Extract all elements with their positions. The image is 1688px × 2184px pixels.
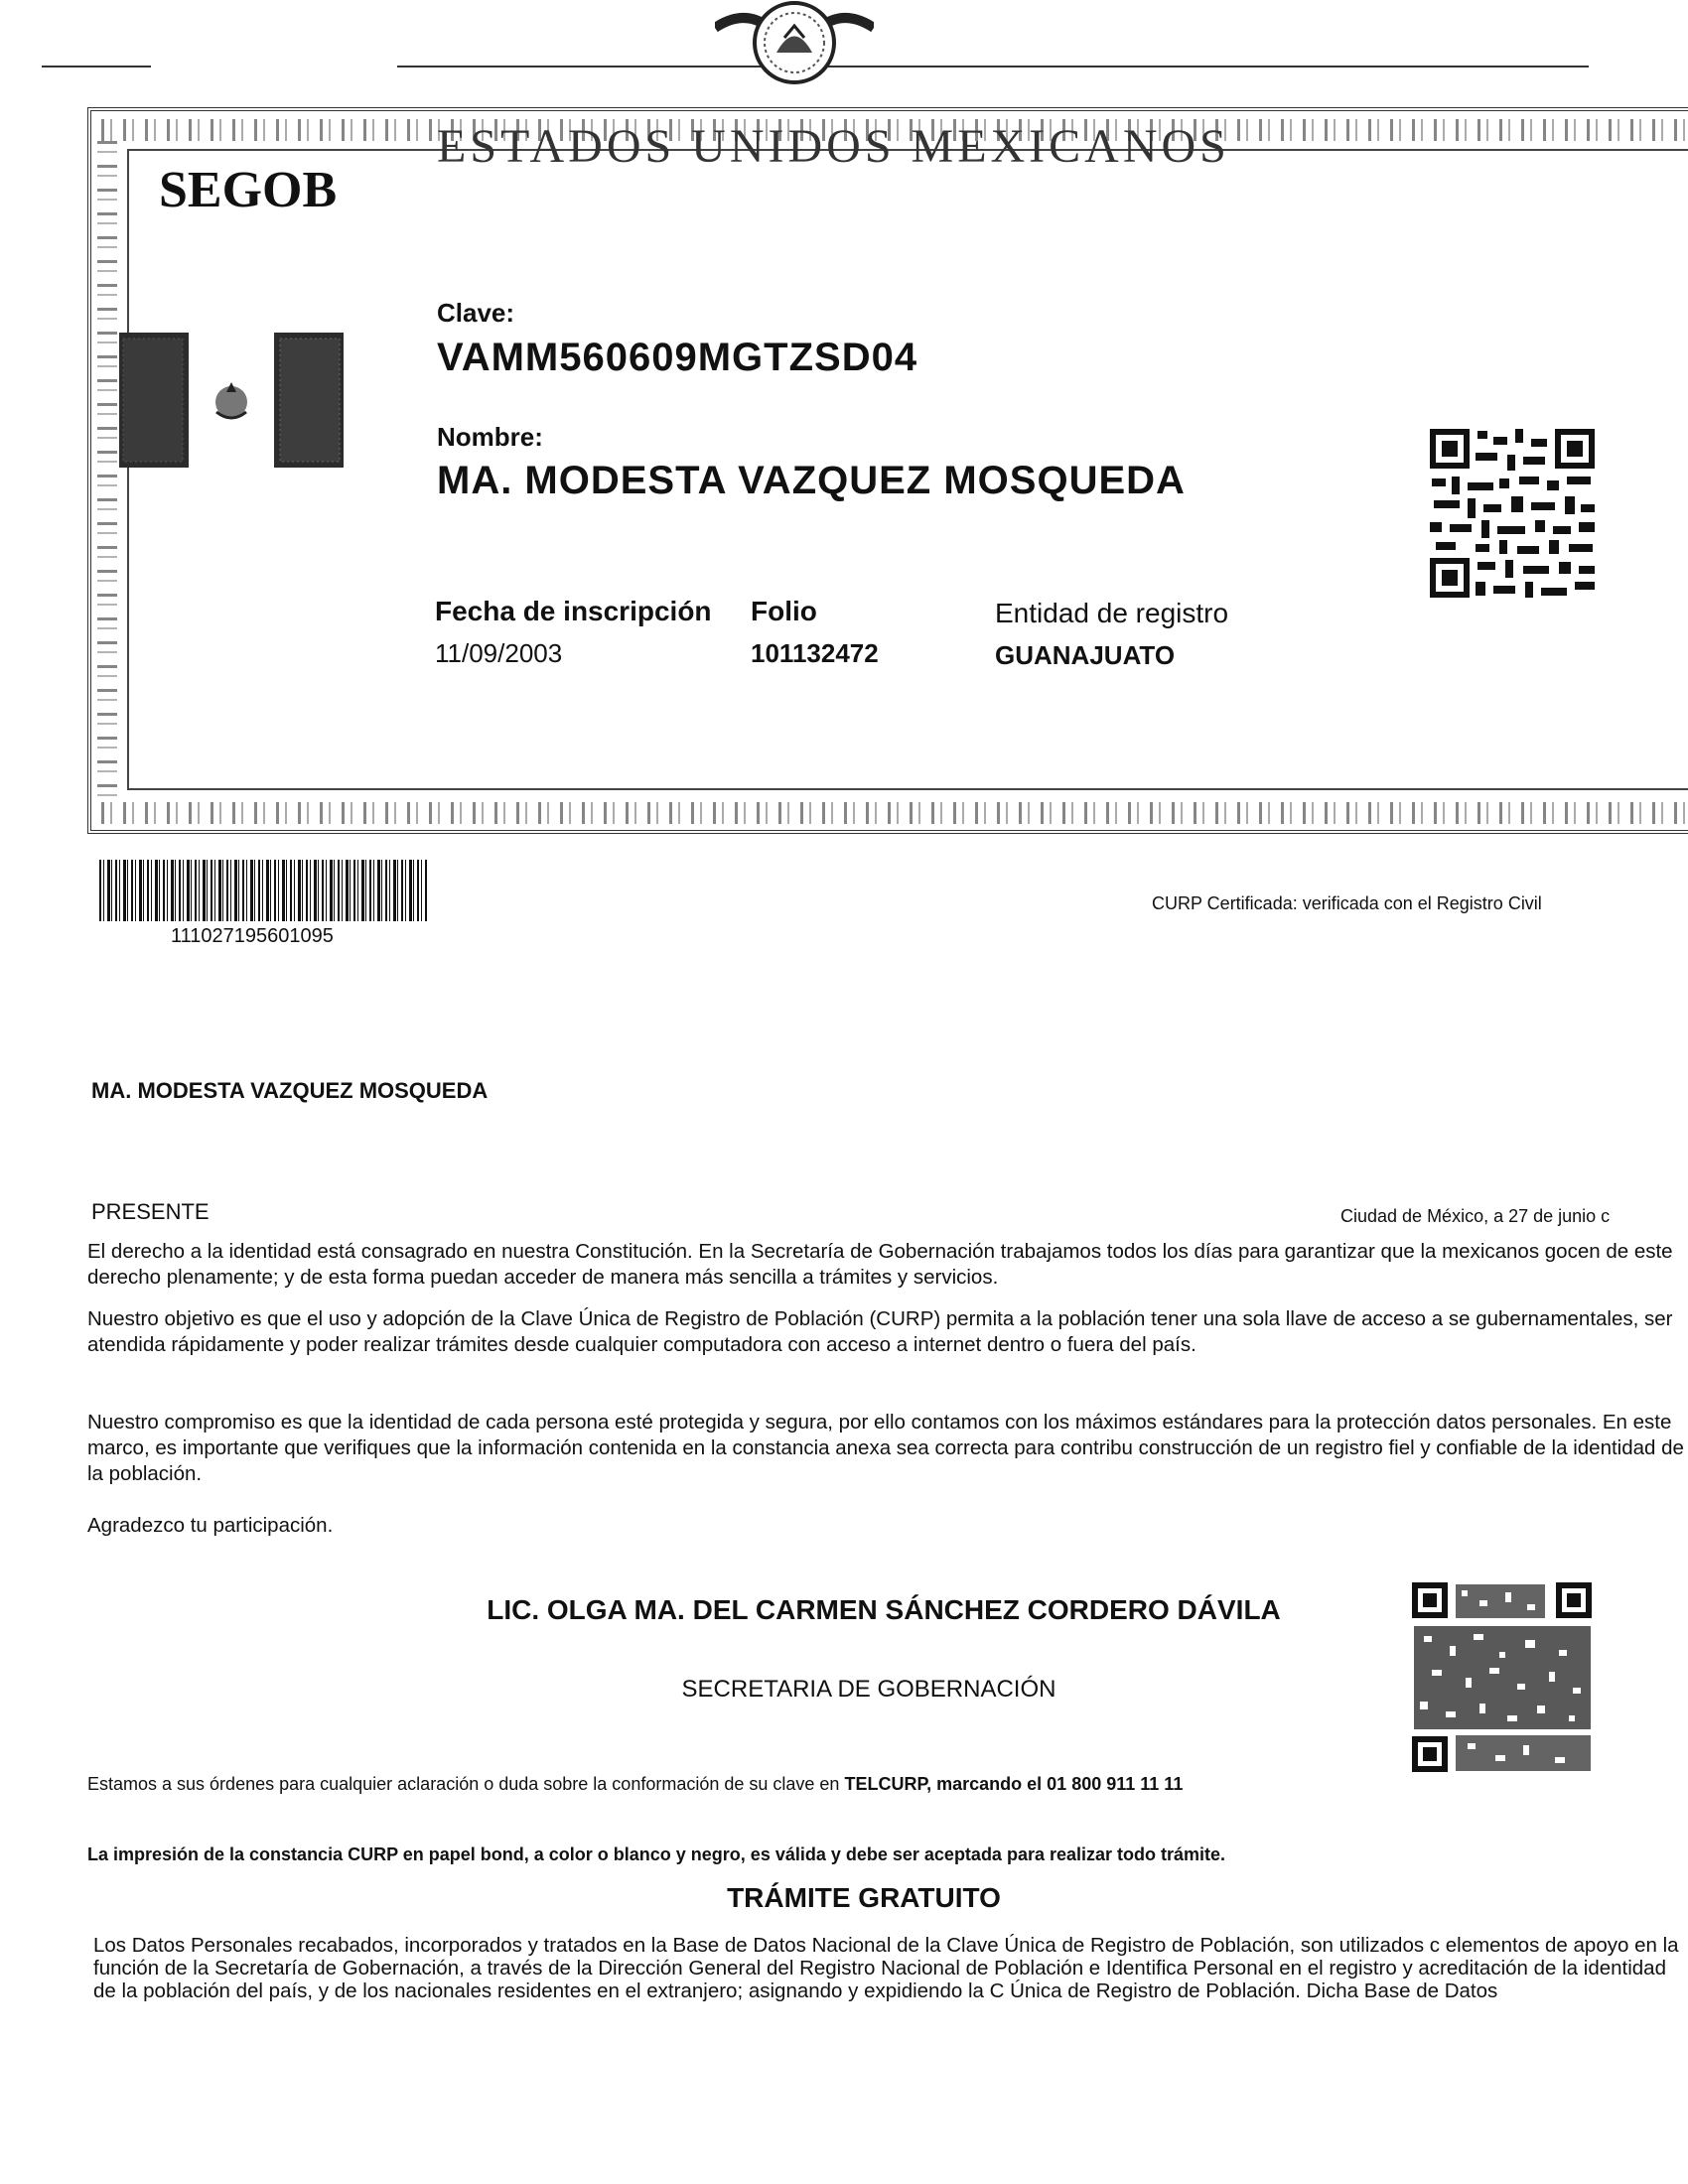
city-date: Ciudad de México, a 27 de junio c: [1340, 1206, 1611, 1226]
frame-pattern-left: [97, 141, 117, 800]
folio-value: 101132472: [751, 638, 879, 668]
barcode: [99, 860, 427, 921]
entidad-registro-value: GUANAJUATO: [995, 640, 1176, 670]
letter-closing: Agradezco tu participación.: [87, 1514, 334, 1537]
top-rule-left: [42, 66, 151, 68]
fecha-inscripcion-value: 11/09/2003: [435, 638, 563, 668]
validity-note: La impresión de la constancia CURP en papel bond, a color o blanco y negro, es válida y debe ser aceptada para realizar todo trámite.: [87, 1844, 1226, 1864]
qr-code-icon: [1428, 427, 1597, 600]
letter-paragraph: Nuestro compromiso es que la identidad de cada persona esté protegida y segura, por ello contamos con los máximos estándares para la protección datos personales. En este marco, es importante que verifiques que la información contenida en la constancia anexa sea correcta para contribu construcción de un registro fiel y confiable de la identidad de la población.: [87, 1411, 1684, 1485]
contact-text: Estamos a sus órdenes para cualquier aclaración o duda sobre la conformación de su clave en: [87, 1774, 845, 1794]
salutation: PRESENTE: [91, 1199, 210, 1224]
telcurp-phone: TELCURP, marcando el 01 800 911 11 11: [844, 1774, 1184, 1794]
fecha-inscripcion-label: Fecha de inscripción: [435, 596, 712, 626]
barcode-number: 111027195601095: [171, 925, 334, 947]
signer-name: LIC. OLGA MA. DEL CARMEN SÁNCHEZ CORDERO DÁVILA: [487, 1594, 1281, 1625]
letter-paragraph: El derecho a la identidad está consagrado en nuestra Constitución. En la Secretaría de Gobernación trabajamos todos los días para garantizar que la mexicanos gocen de este derecho plenamente; y de esta forma puedan acceder de manera más sencilla a trámites y servicios.: [87, 1240, 1673, 1289]
frame-pattern-bottom: [101, 802, 1688, 824]
top-rule-right: [397, 66, 1589, 68]
national-seal-icon: [715, 0, 874, 87]
privacy-notice: Los Datos Personales recabados, incorporados y tratados en la Base de Datos Nacional de la Clave Única de Registro de Población, son utilizados c elementos de apoyo en la función de la Secretaría de Gobernación, a través de la Dirección General del Registro Nacional de Población e Identifica Personal en el registro y acreditación de la identidad de la población del país, y de los nacionales residentes en el extranjero; asignando y expidiendo la C Única de Registro de Población. Dicha Base de Datos: [93, 1934, 1679, 2002]
qr-code-icon: [1410, 1580, 1594, 1774]
entidad-registro-label: Entidad de registro: [995, 598, 1229, 628]
signer-title: SECRETARIA DE GOBERNACIÓN: [681, 1676, 1056, 1703]
certification-note: CURP Certificada: verificada con el Registro Civil: [1152, 893, 1542, 913]
country-title-text: ESTADOS UNIDOS MEXICANOS: [437, 120, 1230, 173]
clave-value: VAMM560609MGTZSD04: [437, 336, 918, 379]
mexican-flag-icon: [119, 333, 344, 468]
letter-paragraph: Nuestro objetivo es que el uso y adopción de la Clave Única de Registro de Población (CURP) permita a la población tener una sola llave de acceso a se gubernamentales, ser atendida rápidamente y poder realizar trámites desde cualquier computadora con acceso a internet dentro o fuera del país.: [87, 1307, 1673, 1356]
clave-label: Clave:: [437, 298, 515, 328]
addressee-name: MA. MODESTA VAZQUEZ MOSQUEDA: [91, 1078, 489, 1103]
contact-line: [87, 1774, 1183, 1795]
country-title: [437, 119, 1230, 174]
nombre-label: Nombre:: [437, 422, 543, 452]
folio-label: Folio: [751, 596, 817, 626]
free-procedure-label: TRÁMITE GRATUITO: [727, 1882, 1001, 1913]
nombre-value: MA. MODESTA VAZQUEZ MOSQUEDA: [437, 459, 1186, 502]
agency-name: SEGOB: [159, 162, 338, 218]
